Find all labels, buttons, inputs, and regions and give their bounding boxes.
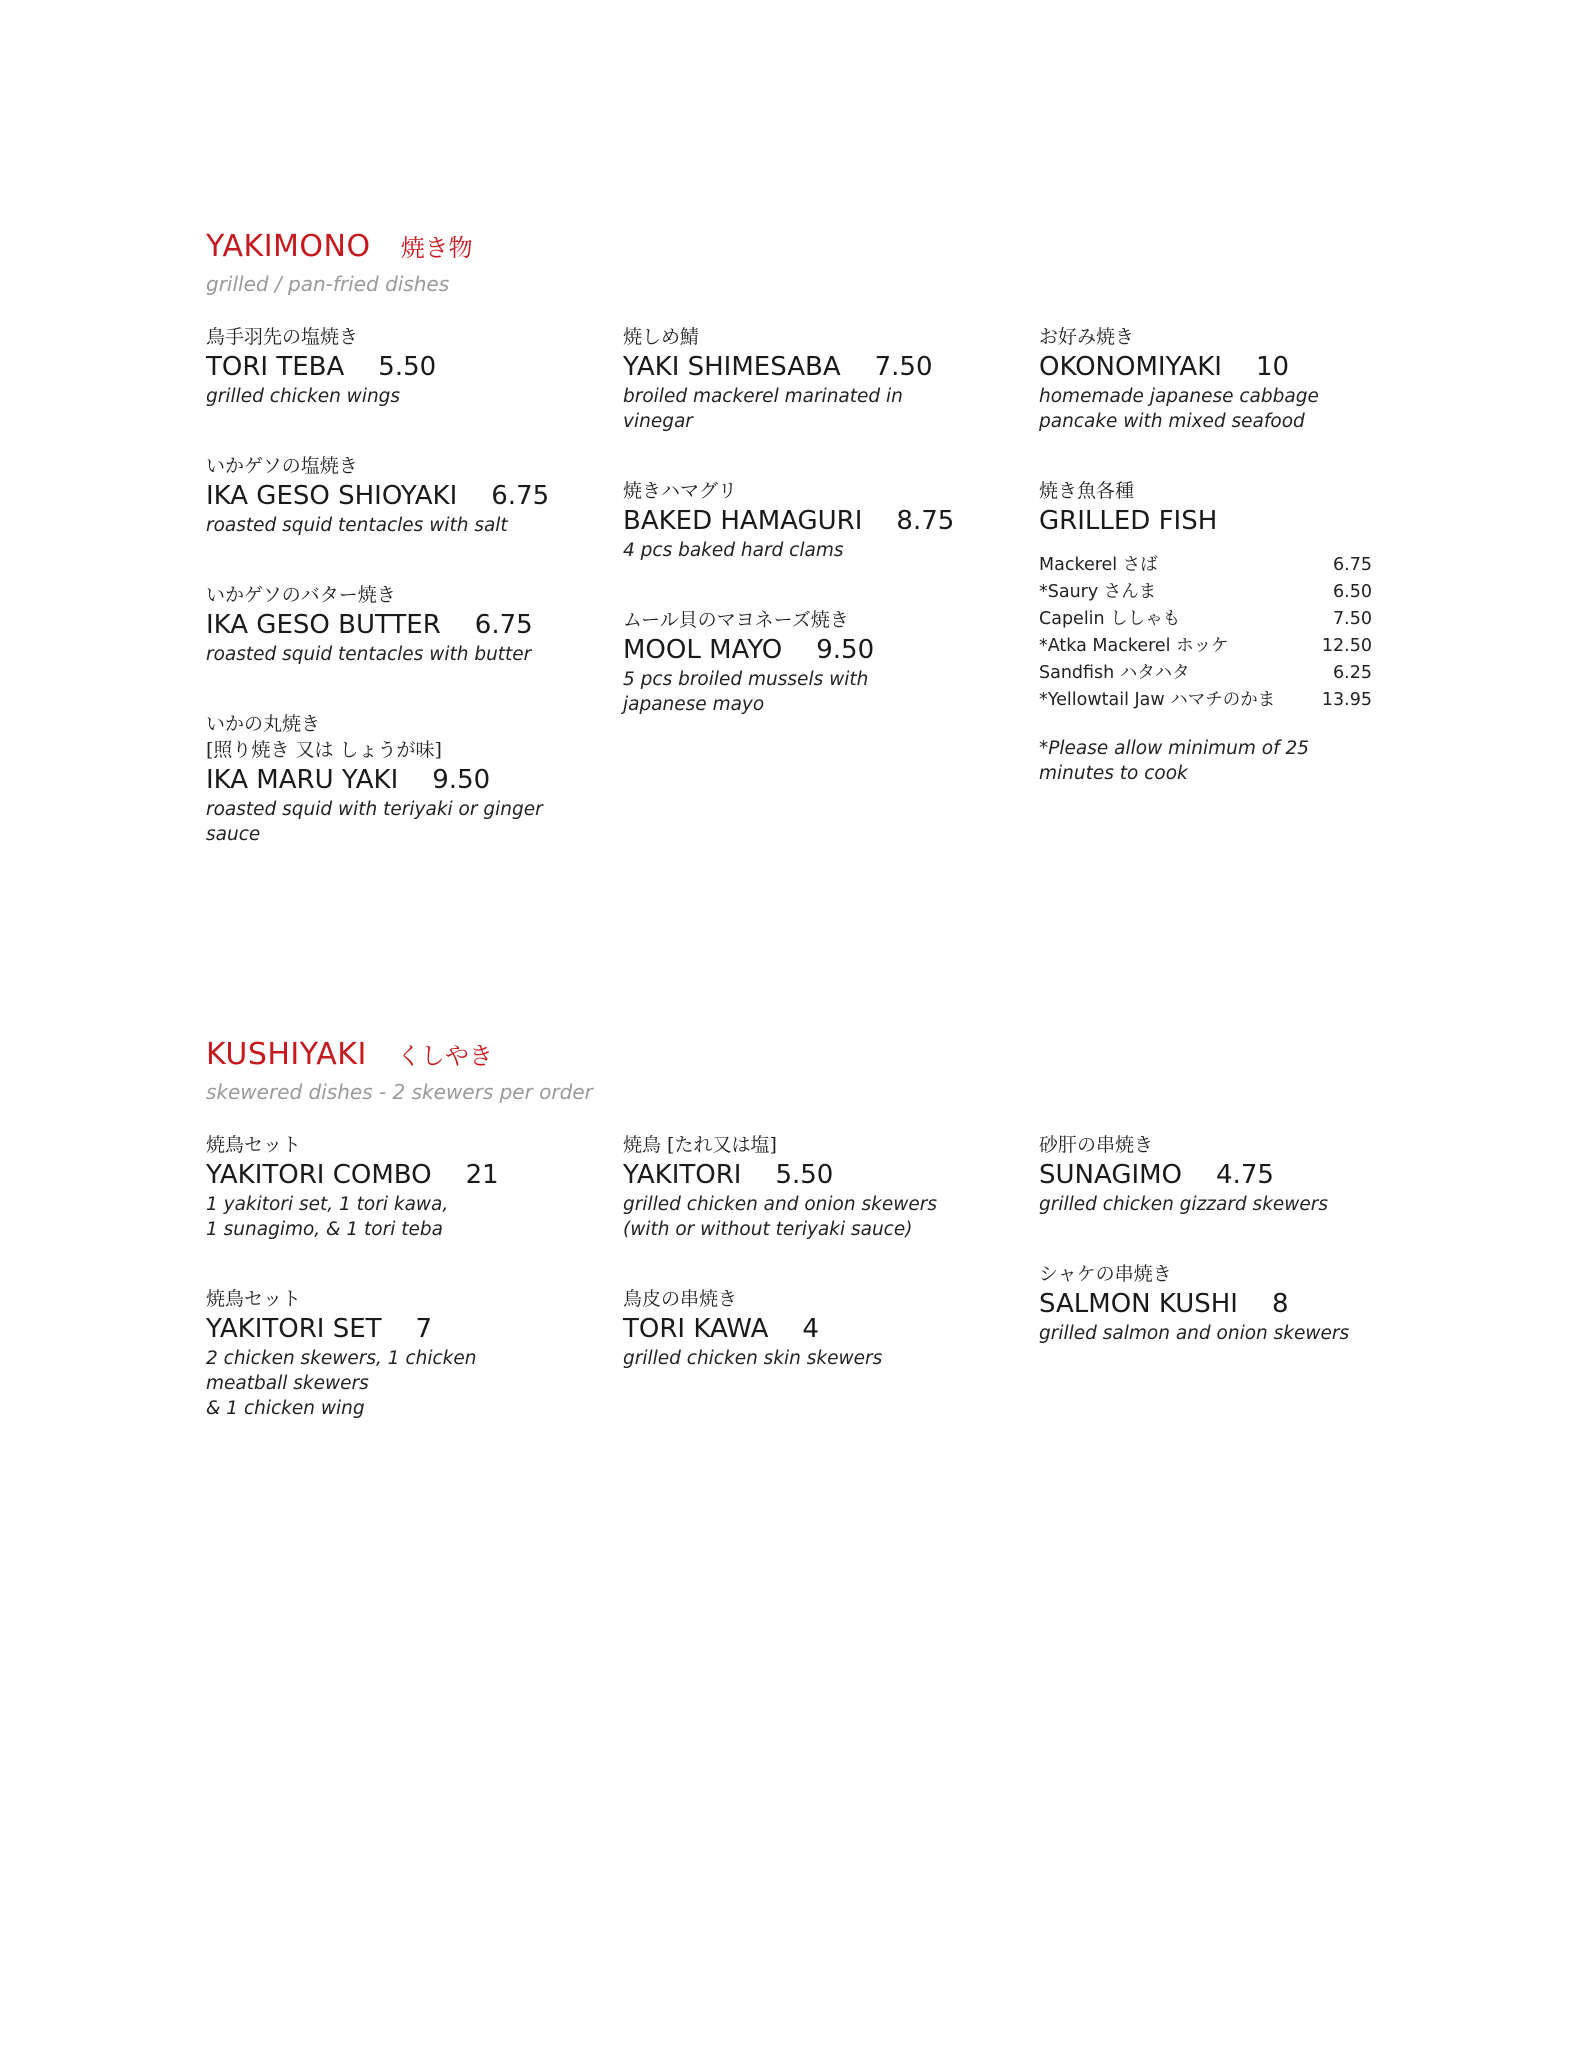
item-jp-name: 焼鳥セット (206, 1134, 302, 1156)
fish-row (1039, 579, 1372, 606)
item-name: YAKITORI SET (206, 1314, 382, 1344)
fish-row (1039, 687, 1372, 714)
item-name-row (206, 763, 576, 797)
item-jp-name: 焼しめ鯖 (623, 326, 700, 348)
yakimono-column-2 (623, 324, 993, 761)
fish-price: 6.75 (1333, 555, 1372, 575)
item-description: grilled chicken and onion skewers (with or without teriyaki sauce) (623, 1194, 937, 1240)
menu-item-yakitori-combo (206, 1132, 576, 1242)
yakimono-subtitle: grilled / pan-fried dishes (206, 272, 450, 296)
fish-price: 6.25 (1333, 663, 1372, 683)
fish-row (1039, 660, 1372, 687)
item-name-row (1039, 1158, 1379, 1192)
item-price: 7 (415, 1314, 433, 1344)
item-price: 9.50 (432, 765, 491, 795)
item-name: YAKI SHIMESABA (623, 352, 841, 382)
fish-label: Capelin ししゃも (1039, 609, 1181, 629)
item-name-row (206, 1158, 576, 1192)
fish-label: Sandfish ハタハタ (1039, 663, 1190, 683)
item-name-row (206, 350, 576, 384)
item-name: IKA MARU YAKI (206, 765, 399, 795)
menu-item-sunagimo (1039, 1132, 1379, 1217)
item-name-row (1039, 1287, 1379, 1321)
fish-row (1039, 606, 1372, 633)
yakimono-title-jp: 焼き物 (400, 234, 473, 262)
item-jp-name: シャケの串焼き (1039, 1263, 1172, 1285)
item-name-row (623, 504, 993, 538)
menu-item-yakitori-set (206, 1286, 576, 1421)
item-description: roasted squid tentacles with butter (206, 644, 532, 665)
yakimono-title: YAKIMONO (206, 229, 371, 264)
item-description: homemade japanese cabbage pancake with mixed seafood (1039, 386, 1319, 432)
item-name-row (206, 608, 576, 642)
item-price: 9.50 (816, 635, 875, 665)
kushiyaki-column-3 (1039, 1132, 1379, 1390)
item-name: YAKITORI COMBO (206, 1160, 432, 1190)
menu-item-baked-hamaguri (623, 478, 993, 563)
item-price: 5.50 (378, 352, 437, 382)
fish-label: *Atka Mackerel ホッケ (1039, 636, 1229, 656)
item-name: TORI TEBA (206, 352, 345, 382)
item-jp-name: 鳥皮の串焼き (623, 1288, 738, 1310)
fish-row (1039, 552, 1372, 579)
item-jp-name: 鳥手羽先の塩焼き (206, 326, 359, 348)
item-price: 5.50 (775, 1160, 834, 1190)
item-jp-name: ムール貝のマヨネーズ焼き (623, 609, 849, 631)
item-name: OKONOMIYAKI (1039, 352, 1222, 382)
item-price: 4 (802, 1314, 819, 1344)
item-name-row (206, 1312, 576, 1346)
item-price: 8.75 (896, 506, 955, 536)
item-jp-name: いかゲソの塩焼き (206, 455, 358, 477)
item-description: grilled chicken wings (206, 386, 401, 407)
item-name-row (1039, 350, 1379, 384)
fish-label: *Yellowtail Jaw ハマチのかま (1039, 690, 1276, 710)
item-name-row (623, 1312, 993, 1346)
item-jp-name: 焼鳥 [たれ又は塩] (623, 1134, 777, 1156)
grilled-fish-note: *Please allow minimum of 25 minutes to cook (1039, 738, 1310, 784)
menu-item-mool-mayo (623, 607, 993, 717)
yakimono-column-1 (206, 324, 576, 891)
item-name: YAKITORI (623, 1160, 742, 1190)
item-description: grilled chicken skin skewers (623, 1348, 883, 1369)
menu-item-tori-kawa (623, 1286, 993, 1371)
item-name: SUNAGIMO (1039, 1160, 1183, 1190)
menu-item-salmon-kushi (1039, 1261, 1379, 1346)
item-name-row (1039, 504, 1379, 538)
item-jp-name: いかの丸焼き (206, 713, 321, 735)
menu-item-grilled-fish (1039, 478, 1379, 786)
menu-item-ika-geso-butter (206, 582, 576, 667)
item-price: 8 (1271, 1289, 1289, 1319)
grilled-fish-price-list (1039, 552, 1372, 714)
item-name: IKA GESO SHIOYAKI (206, 481, 458, 511)
fish-price: 13.95 (1321, 690, 1372, 710)
item-price: 7.50 (874, 352, 933, 382)
menu-item-tori-teba (206, 324, 576, 409)
item-name-row (206, 479, 576, 513)
item-description: broiled mackerel marinated in vinegar (623, 386, 903, 432)
item-description: roasted squid tentacles with salt (206, 515, 508, 536)
kushiyaki-heading (206, 1036, 1376, 1080)
menu-item-yaki-shimesaba (623, 324, 993, 434)
item-name-row (623, 1158, 993, 1192)
item-jp-subname: [照り焼き 又は しょうが味] (206, 739, 442, 761)
item-description: grilled chicken gizzard skewers (1039, 1194, 1329, 1215)
kushiyaki-subtitle: skewered dishes - 2 skewers per order (206, 1080, 593, 1104)
kushiyaki-column-2 (623, 1132, 993, 1415)
yakimono-section (206, 228, 1376, 845)
item-description: grilled salmon and onion skewers (1039, 1323, 1350, 1344)
item-name: GRILLED FISH (1039, 506, 1218, 536)
menu-item-ika-geso-shioyaki (206, 453, 576, 538)
item-description: 5 pcs broiled mussels with japanese mayo (623, 669, 869, 715)
item-jp-name: 焼鳥セット (206, 1288, 302, 1310)
fish-row (1039, 633, 1372, 660)
item-price: 21 (465, 1160, 499, 1190)
item-name-row (623, 350, 993, 384)
fish-price: 6.50 (1333, 582, 1372, 602)
item-description: 1 yakitori set, 1 tori kawa, 1 sunagimo, & 1 tori teba (206, 1194, 449, 1240)
menu-item-ika-maru-yaki (206, 711, 576, 847)
item-jp-name: お好み焼き (1039, 326, 1135, 348)
item-name: BAKED HAMAGURI (623, 506, 863, 536)
menu-item-yakitori (623, 1132, 993, 1242)
item-price: 10 (1255, 352, 1290, 382)
item-name: TORI KAWA (623, 1314, 769, 1344)
kushiyaki-column-1 (206, 1132, 576, 1465)
item-description: 4 pcs baked hard clams (623, 540, 844, 561)
kushiyaki-section (206, 1036, 1376, 1419)
item-name: MOOL MAYO (623, 635, 783, 665)
menu-item-okonomiyaki (1039, 324, 1379, 434)
item-name: IKA GESO BUTTER (206, 610, 441, 640)
item-price: 4.75 (1216, 1160, 1274, 1190)
item-price: 6.75 (474, 610, 533, 640)
item-jp-name: 焼き魚各種 (1039, 480, 1135, 502)
fish-price: 7.50 (1333, 609, 1372, 629)
item-price: 6.75 (491, 481, 550, 511)
kushiyaki-title: KUSHIYAKI (206, 1037, 367, 1072)
yakimono-heading (206, 228, 1376, 272)
item-jp-name: 砂肝の串焼き (1039, 1134, 1154, 1156)
item-description: roasted squid with teriyaki or ginger sauce (206, 799, 543, 845)
yakimono-column-3 (1039, 324, 1379, 830)
item-jp-name: 焼きハマグリ (623, 480, 738, 502)
kushiyaki-title-jp: くしやき (396, 1042, 493, 1070)
item-description: 2 chicken skewers, 1 chicken meatball skewers & 1 chicken wing (206, 1348, 477, 1419)
item-name-row (623, 633, 993, 667)
fish-price: 12.50 (1321, 636, 1372, 656)
fish-label: *Saury さんま (1039, 582, 1157, 602)
fish-label: Mackerel さば (1039, 555, 1158, 575)
item-jp-name: いかゲソのバター焼き (206, 584, 396, 606)
item-name: SALMON KUSHI (1039, 1289, 1238, 1319)
